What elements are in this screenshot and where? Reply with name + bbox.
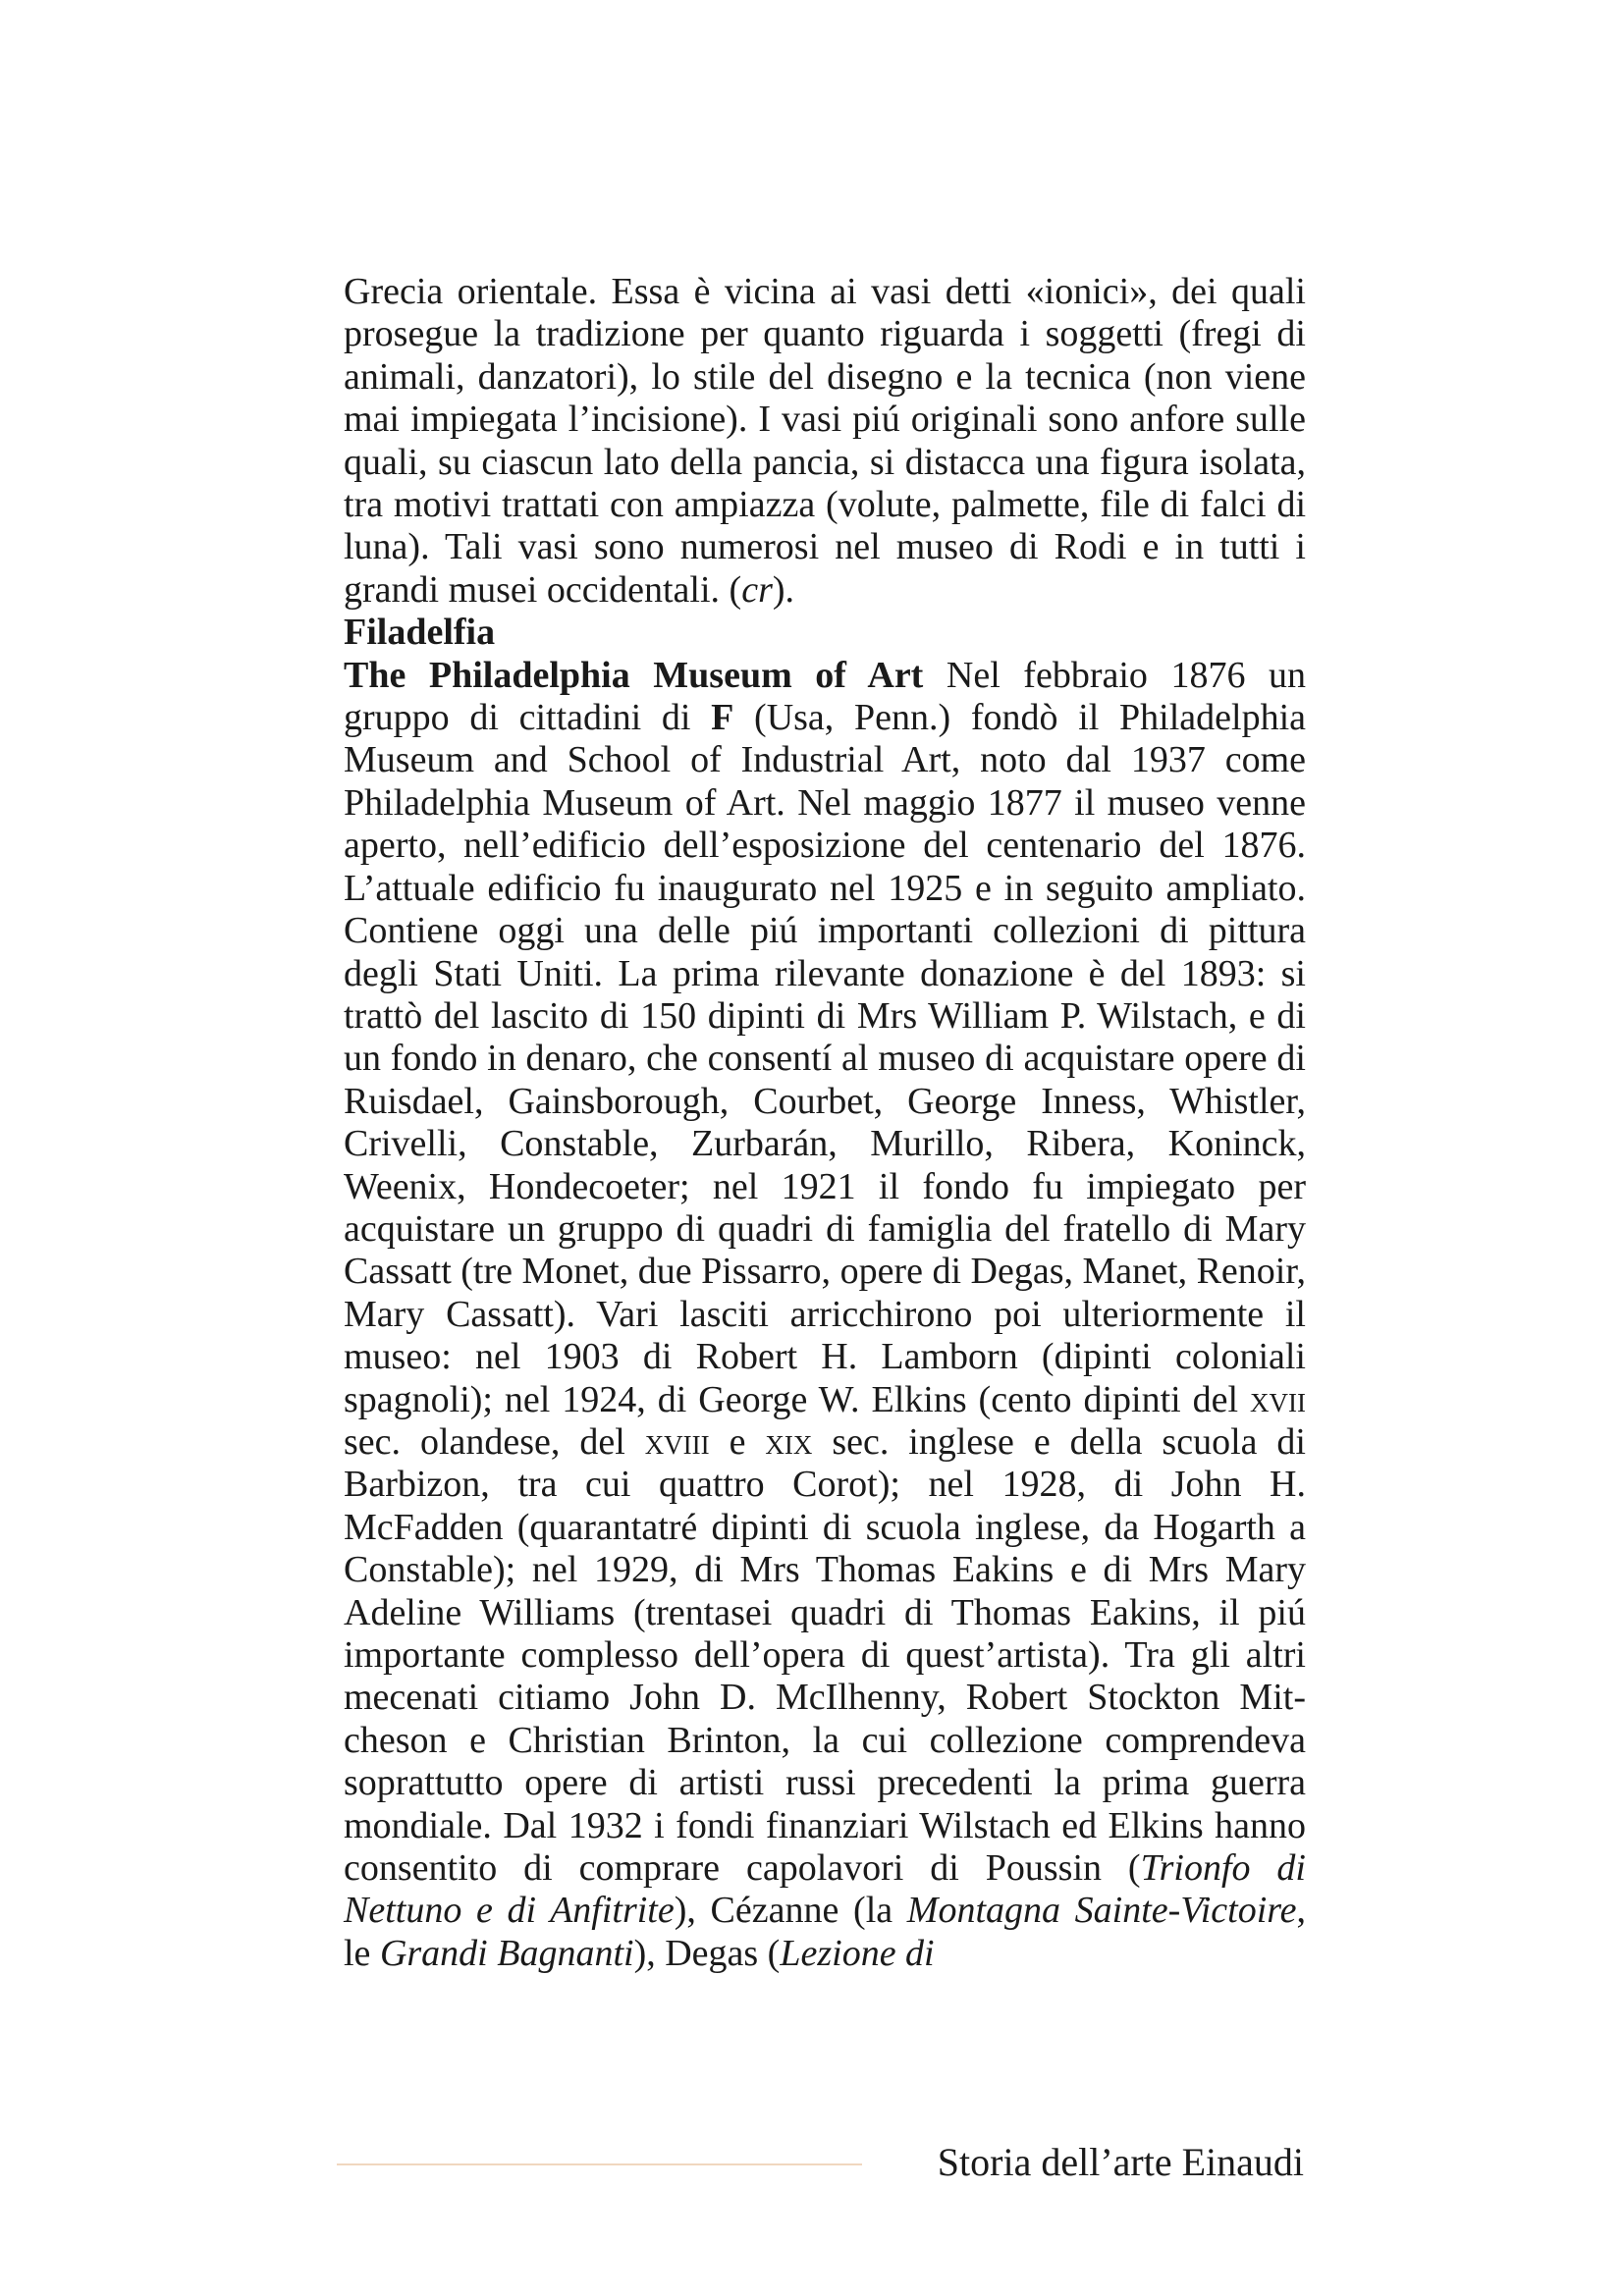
entry-text-8: ), Degas (	[633, 1932, 781, 1974]
artwork-title-cezanne-1: Montagna Sainte-Victoire	[906, 1890, 1297, 1932]
footer-rule	[337, 2163, 862, 2165]
footer-title: Storia dell’arte Einaudi	[937, 2140, 1304, 2184]
entry-lead-title: The Philadelphia Museum of Art	[344, 654, 924, 696]
century-17: xvii	[1250, 1378, 1306, 1420]
artwork-title-degas: Lezione di	[780, 1932, 935, 1974]
intro-text: Grecia orientale. Essa è vicina ai vasi detti «ionici», dei quali prosegue la tradizione per quanto riguarda i soggetti (fregi di animali, danzatori), lo stile del disegno e la tecnica (non viene mai impiegata l’incisione). I vasi piú originali sono anfore sulle quali, su ciascun lato della pancia, si distacca una figura isolata, tra motivi trattati con ampiazza (volute, palmette, file di falci di luna). Tali vasi sono numerosi nel museo di Rodi e in tutti i grandi musei occidentali. (	[344, 271, 1306, 611]
entry-text-1: Nel febbraio 1876 un gruppo di cittadini di	[344, 654, 1306, 739]
artwork-title-cezanne-2: Grandi Bagnanti	[379, 1932, 634, 1974]
entry-text-5: sec. inglese e della scuola di Barbizon, tra cui quattro Corot); nel 1928, di John H. McFadden (quarantatré dipinti di scuola inglese, da Hogarth a Constable); nel 1929, di Mrs Thomas Eakins e di Mrs Mary Adeline Williams (trentasei quadri di Thomas Eakins, il piú importante complesso dell’opera di quest’artista). Tra gli altri mecenati citiamo John D. McIlhenny, Robert Stockton Mitcheson e Christian Brinton, la cui collezione comprendeva soprattutto opere di artisti russi precedenti la prima guerra mondiale. Dal 1932 i fondi finanziari Wilstach ed Elkins hanno consentito di comprare capolavori di Poussin (	[344, 1420, 1306, 1890]
entry-text-4: e	[709, 1420, 766, 1463]
museum-entry-paragraph	[344, 655, 1306, 1976]
entry-text-6: ), Cézanne (la	[674, 1890, 907, 1932]
section-heading: Filadelfia	[344, 612, 496, 654]
intro-paragraph	[344, 271, 1306, 612]
city-abbreviation: F	[711, 697, 734, 739]
artwork-title-poussin: Trionfo di Nettuno e di Anfitrite	[344, 1847, 1306, 1932]
entry-text-7: , le	[344, 1890, 1306, 1974]
author-initials: cr	[741, 568, 773, 611]
century-18: xviii	[644, 1420, 710, 1463]
century-19: xix	[765, 1420, 813, 1463]
entry-text-3: sec. olandese, del	[344, 1420, 645, 1463]
entry-text-2: (Usa, Penn.) fondò il Philadelphia Museum and School of Industrial Art, noto dal 1937 come Philadelphia Museum of Art. Nel maggio 1877 il museo venne aperto, nell’edificio dell’esposizione del centenario del 1876. L’attuale edificio fu inaugurato nel 1925 e in seguito ampliato. Contiene oggi una delle piú importanti collezioni di pittura degli Stati Uniti. La prima rilevante donazione è del 1893: si trattò del lascito di 150 dipinti di Mrs William P. Wilstach, e di un fondo in denaro, che consentí al museo di acquistare opere di Ruisdael, Gainsborough, Courbet, George Inness, Whistler, Crivelli, Constable, Zurbarán, Murillo, Ribera, Koninck, Weenix, Hondecoeter; nel 1921 il fondo fu impiegato per acquistare un gruppo di quadri di famiglia del fratello di Mary Cassatt (tre Monet, due Pissarro, opere di Degas, Manet, Renoir, Mary Cassatt). Vari lasciti arricchirono poi ulteriormente il museo: nel 1903 di Robert H. Lamborn (dipinti coloniali spagnoli); nel 1924, di George W. Elkins (cento dipinti del	[344, 697, 1307, 1420]
intro-text-end: ).	[772, 568, 795, 611]
main-text-column	[344, 271, 1306, 1975]
